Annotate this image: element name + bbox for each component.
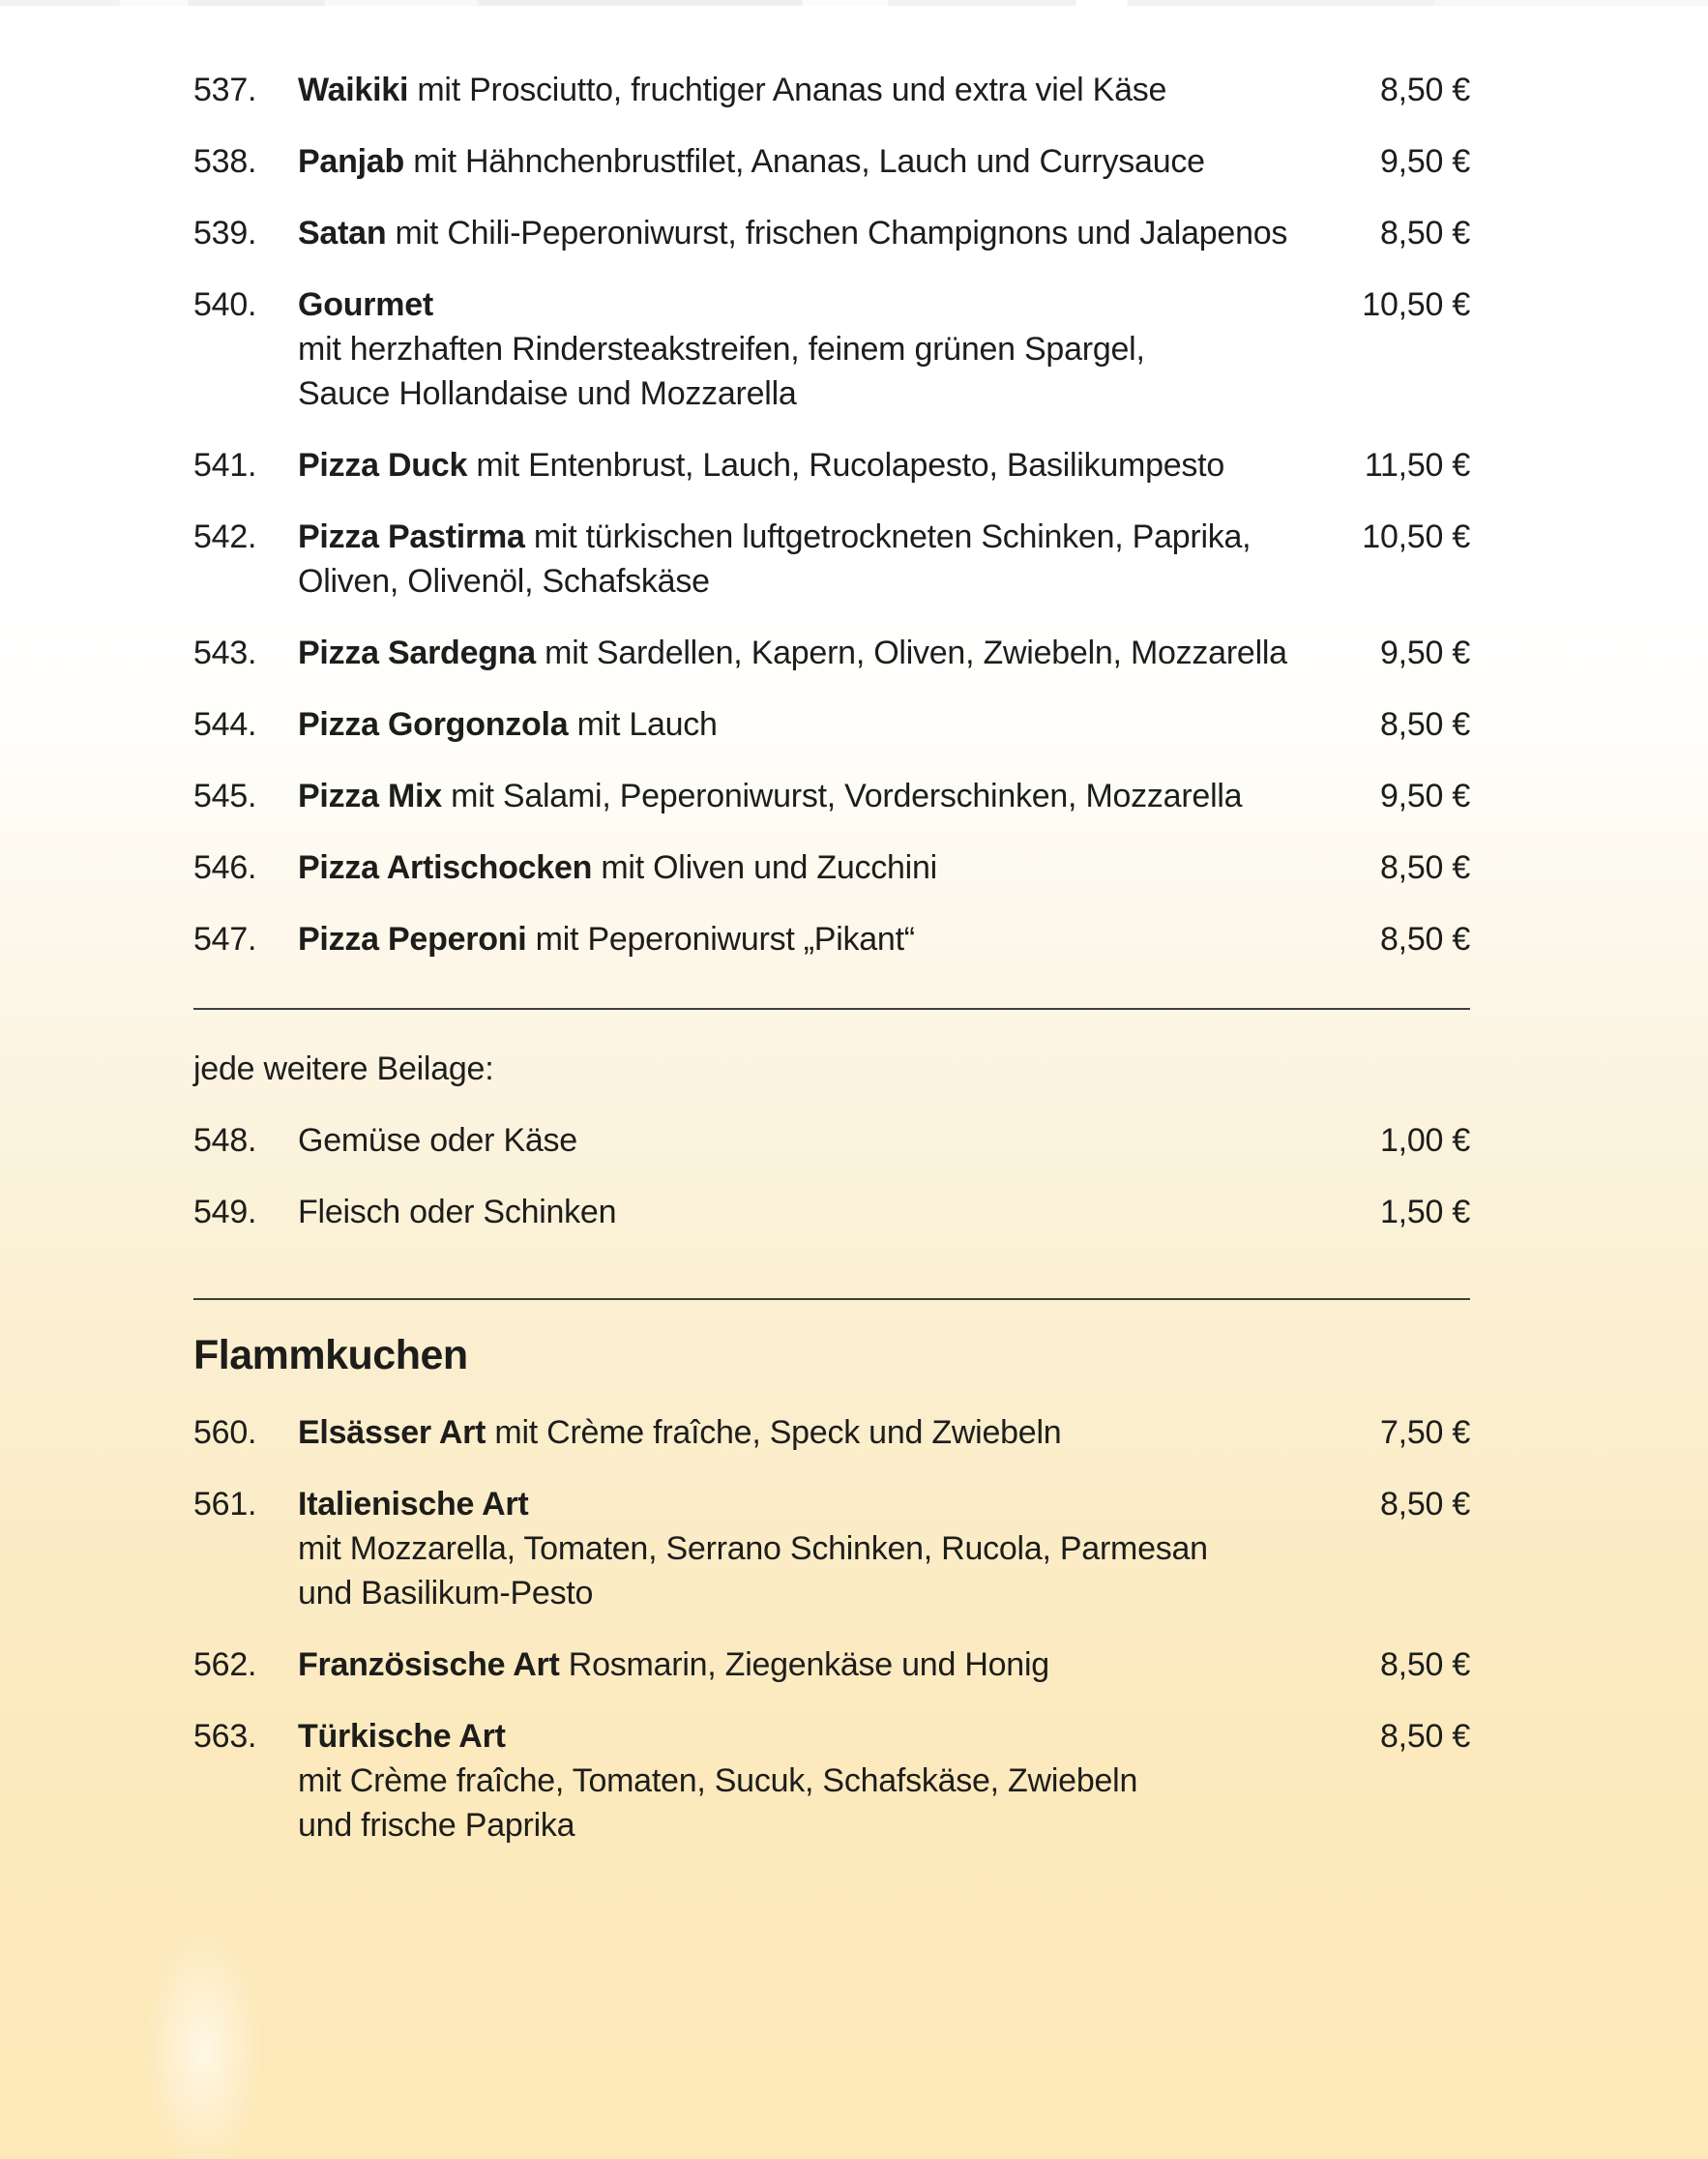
menu-item-price: 11,50 € bbox=[1364, 447, 1470, 484]
menu-item-desc: Fleisch oder Schinken bbox=[298, 1194, 617, 1230]
menu-item-text bbox=[298, 139, 1308, 184]
menu-item-row bbox=[193, 1714, 1470, 1848]
menu-item-name: Italienische Art bbox=[298, 1486, 529, 1523]
menu-item-desc: mit türkischen luftgetrockneten Schinken, Paprika, bbox=[533, 518, 1252, 555]
menu-item-number: 549. bbox=[193, 1194, 257, 1230]
menu-item-desc: Rosmarin, Ziegenkäse und Honig bbox=[568, 1646, 1049, 1683]
menu-item-row bbox=[193, 1482, 1470, 1615]
menu-item-firstline bbox=[298, 211, 1308, 255]
menu-item-price: 8,50 € bbox=[1379, 921, 1470, 958]
menu-item-firstline bbox=[298, 774, 1308, 818]
menu-item-row bbox=[193, 774, 1470, 818]
menu-content bbox=[193, 0, 1470, 1875]
menu-item-price: 8,50 € bbox=[1379, 1646, 1470, 1683]
menu-item-name: Gourmet bbox=[298, 286, 433, 323]
divider-line bbox=[193, 1298, 1470, 1300]
menu-item-name: Pizza Peperoni bbox=[298, 921, 527, 958]
menu-item-row bbox=[193, 631, 1470, 675]
menu-item-number: 537. bbox=[193, 72, 257, 108]
menu-item-price: 1,00 € bbox=[1379, 1122, 1470, 1159]
divider-line bbox=[193, 1008, 1470, 1010]
menu-item-text bbox=[298, 774, 1308, 818]
menu-item-name: Pizza Sardegna bbox=[298, 635, 536, 671]
menu-item-desc-line: und Basilikum-Pesto bbox=[298, 1575, 594, 1612]
menu-item-number: 546. bbox=[193, 849, 257, 886]
menu-item-row bbox=[193, 702, 1470, 747]
menu-item-number: 539. bbox=[193, 215, 257, 251]
menu-item-text bbox=[298, 282, 1308, 416]
menu-item-firstline bbox=[298, 282, 1308, 327]
menu-item-desc-line: mit Crème fraîche, Tomaten, Sucuk, Schafskäse, Zwiebeln bbox=[298, 1762, 1138, 1799]
menu-item-firstline bbox=[298, 845, 1308, 890]
menu-item-row bbox=[193, 1410, 1470, 1455]
menu-item-row bbox=[193, 282, 1470, 416]
beilage-items-list bbox=[193, 1118, 1470, 1234]
menu-item-number: 538. bbox=[193, 143, 257, 180]
menu-item-number: 560. bbox=[193, 1414, 257, 1451]
menu-item-desc: mit Lauch bbox=[576, 706, 718, 743]
menu-item-name: Französische Art bbox=[298, 1646, 560, 1683]
menu-item-price: 7,50 € bbox=[1379, 1414, 1470, 1451]
menu-item-row bbox=[193, 68, 1470, 112]
menu-item-text bbox=[298, 917, 1308, 961]
menu-item-price: 8,50 € bbox=[1379, 72, 1470, 108]
menu-item-firstline bbox=[298, 1714, 1308, 1759]
menu-item-name: Panjab bbox=[298, 143, 404, 180]
menu-item-price: 9,50 € bbox=[1379, 143, 1470, 180]
menu-item-text bbox=[298, 443, 1308, 488]
menu-item-firstline bbox=[298, 631, 1308, 675]
menu-item-firstline bbox=[298, 1410, 1308, 1455]
menu-item-firstline bbox=[298, 917, 1308, 961]
menu-item-price: 8,50 € bbox=[1379, 1486, 1470, 1523]
menu-item-price: 10,50 € bbox=[1362, 286, 1470, 323]
menu-item-firstline bbox=[298, 68, 1308, 112]
menu-item-name: Pizza Pastirma bbox=[298, 518, 525, 555]
menu-item-desc-line: Oliven, Olivenöl, Schafskäse bbox=[298, 563, 710, 600]
menu-item-name: Pizza Mix bbox=[298, 778, 442, 814]
menu-item-row bbox=[193, 1642, 1470, 1687]
menu-item-number: 563. bbox=[193, 1718, 257, 1755]
menu-item-desc-line: und frische Paprika bbox=[298, 1807, 575, 1844]
menu-item-number: 547. bbox=[193, 921, 257, 958]
menu-item-price: 9,50 € bbox=[1379, 635, 1470, 671]
menu-item-name: Waikiki bbox=[298, 72, 409, 108]
pizza-items-list bbox=[193, 68, 1470, 961]
menu-item-text bbox=[298, 515, 1308, 604]
flammkuchen-items-list bbox=[193, 1410, 1470, 1848]
menu-item-row bbox=[193, 1190, 1470, 1234]
menu-item-text bbox=[298, 1118, 1308, 1163]
menu-item-firstline bbox=[298, 1642, 1308, 1687]
menu-item-desc-extra bbox=[298, 1759, 1308, 1848]
menu-item-number: 561. bbox=[193, 1486, 257, 1523]
menu-item-text bbox=[298, 1190, 1308, 1234]
menu-item-number: 562. bbox=[193, 1646, 257, 1683]
menu-item-desc: mit Peperoniwurst „Pikant“ bbox=[535, 921, 915, 958]
menu-item-text bbox=[298, 631, 1308, 675]
menu-item-row bbox=[193, 139, 1470, 184]
menu-item-text bbox=[298, 702, 1308, 747]
menu-item-desc-line: mit Mozzarella, Tomaten, Serrano Schinken, Rucola, Parmesan bbox=[298, 1530, 1208, 1567]
menu-item-desc: mit Oliven und Zucchini bbox=[601, 849, 937, 886]
menu-item-row bbox=[193, 845, 1470, 890]
menu-item-row bbox=[193, 211, 1470, 255]
menu-item-name: Satan bbox=[298, 215, 387, 251]
menu-item-number: 543. bbox=[193, 635, 257, 671]
menu-item-firstline bbox=[298, 515, 1308, 559]
menu-item-desc-line: Sauce Hollandaise und Mozzarella bbox=[298, 375, 797, 412]
menu-item-name: Elsässer Art bbox=[298, 1414, 486, 1451]
menu-item-desc-extra bbox=[298, 327, 1308, 416]
menu-item-number: 542. bbox=[193, 518, 257, 555]
menu-item-desc: mit Chili-Peperoniwurst, frischen Champignons und Jalapenos bbox=[395, 215, 1288, 251]
menu-item-number: 545. bbox=[193, 778, 257, 814]
menu-item-desc: mit Entenbrust, Lauch, Rucolapesto, Basilikumpesto bbox=[476, 447, 1225, 484]
menu-item-number: 548. bbox=[193, 1122, 257, 1159]
menu-item-desc-extra bbox=[298, 1526, 1308, 1615]
menu-item-firstline bbox=[298, 1190, 1308, 1234]
menu-item-text bbox=[298, 68, 1308, 112]
menu-item-text bbox=[298, 1482, 1308, 1615]
menu-item-price: 8,50 € bbox=[1379, 706, 1470, 743]
menu-item-price: 8,50 € bbox=[1379, 849, 1470, 886]
menu-item-name: Pizza Artischocken bbox=[298, 849, 593, 886]
menu-item-price: 1,50 € bbox=[1379, 1194, 1470, 1230]
menu-item-desc-extra bbox=[298, 559, 1308, 604]
menu-item-desc: mit Salami, Peperoniwurst, Vorderschinken, Mozzarella bbox=[451, 778, 1243, 814]
beilage-label: jede weitere Beilage: bbox=[193, 1050, 494, 1087]
menu-item-text bbox=[298, 1642, 1308, 1687]
menu-item-number: 540. bbox=[193, 286, 257, 323]
menu-item-price: 10,50 € bbox=[1362, 518, 1470, 555]
menu-item-firstline bbox=[298, 1482, 1308, 1526]
menu-item-price: 8,50 € bbox=[1379, 215, 1470, 251]
menu-item-desc: mit Prosciutto, fruchtiger Ananas und extra viel Käse bbox=[417, 72, 1167, 108]
menu-item-row bbox=[193, 917, 1470, 961]
menu-item-number: 544. bbox=[193, 706, 257, 743]
menu-item-row bbox=[193, 443, 1470, 488]
menu-item-text bbox=[298, 1410, 1308, 1455]
menu-item-row bbox=[193, 515, 1470, 604]
menu-item-price: 9,50 € bbox=[1379, 778, 1470, 814]
menu-item-name: Pizza Gorgonzola bbox=[298, 706, 569, 743]
menu-item-row bbox=[193, 1118, 1470, 1163]
menu-item-number: 541. bbox=[193, 447, 257, 484]
menu-item-firstline bbox=[298, 702, 1308, 747]
menu-item-desc: mit Crème fraîche, Speck und Zwiebeln bbox=[494, 1414, 1062, 1451]
menu-item-firstline bbox=[298, 443, 1308, 488]
menu-item-name: Türkische Art bbox=[298, 1718, 506, 1755]
menu-item-desc: Gemüse oder Käse bbox=[298, 1122, 577, 1159]
menu-item-firstline bbox=[298, 1118, 1308, 1163]
menu-item-text bbox=[298, 1714, 1308, 1848]
menu-item-text bbox=[298, 211, 1308, 255]
menu-item-price: 8,50 € bbox=[1379, 1718, 1470, 1755]
menu-item-desc-line: mit herzhaften Rindersteakstreifen, feinem grünen Spargel, bbox=[298, 331, 1145, 368]
menu-item-desc: mit Sardellen, Kapern, Oliven, Zwiebeln, Mozzarella bbox=[545, 635, 1287, 671]
flammkuchen-heading: Flammkuchen bbox=[193, 1332, 468, 1378]
menu-item-text bbox=[298, 845, 1308, 890]
menu-item-firstline bbox=[298, 139, 1308, 184]
menu-item-desc: mit Hähnchenbrustfilet, Ananas, Lauch und Currysauce bbox=[413, 143, 1205, 180]
menu-item-name: Pizza Duck bbox=[298, 447, 468, 484]
